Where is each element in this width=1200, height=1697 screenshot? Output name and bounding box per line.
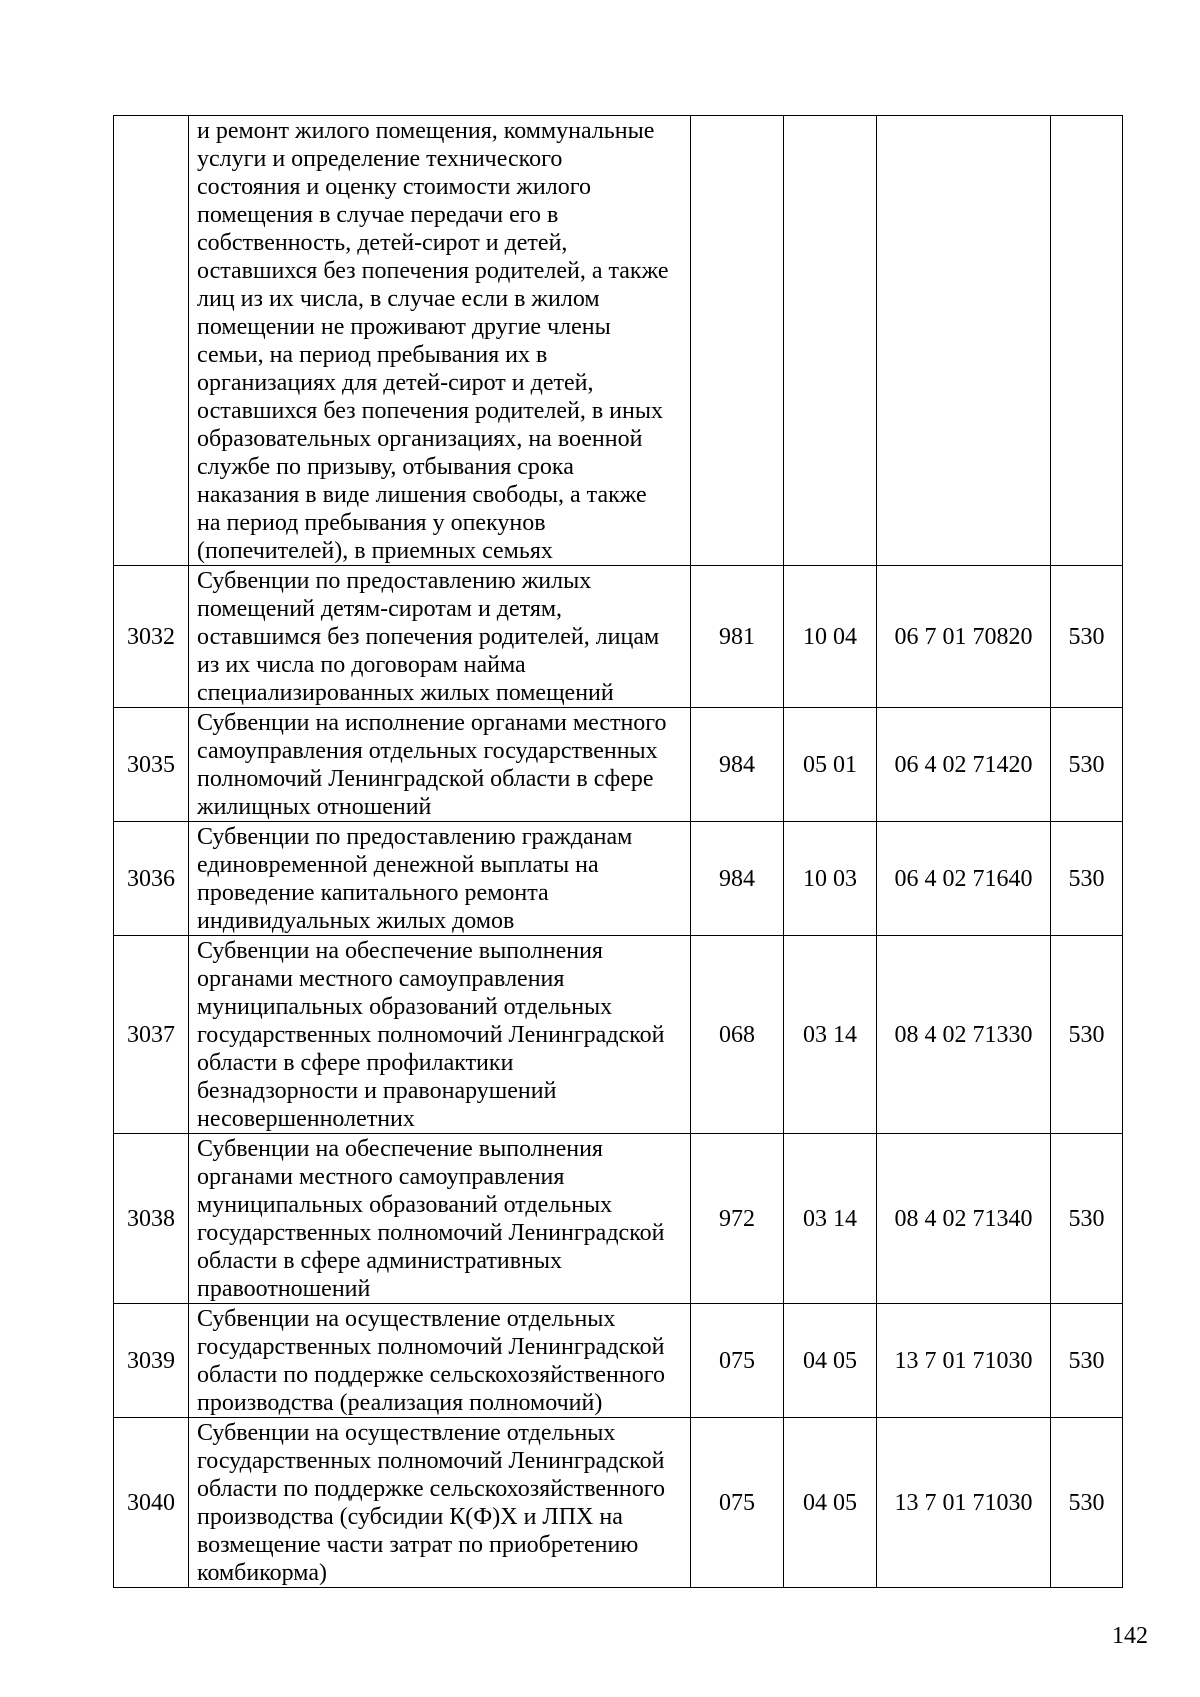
description-line: (попечителей), в приемных семьях [197,538,553,564]
table-row [114,566,1123,708]
table-row [114,1304,1123,1418]
description-line: Субвенции на осуществление отдельных [197,1420,616,1446]
page-number: 142 [1112,1623,1148,1649]
description-cell [189,708,691,822]
section-code-cell: 04 05 [784,1418,877,1588]
description-line: оставшихся без попечения родителей, а также [197,258,669,284]
grbs-code-cell: 068 [691,936,784,1134]
description-line: лиц из их числа, в случае если в жилом [197,286,600,312]
description-line: жилищных отношений [197,794,432,820]
target-code-cell: 06 7 01 70820 [877,566,1051,708]
grbs-code-cell: 075 [691,1304,784,1418]
description-line: услуги и определение технического [197,146,563,172]
description-line: Субвенции на осуществление отдельных [197,1306,616,1332]
description-line: оставшимся без попечения родителей, лицам [197,624,660,650]
description-line: единовременной денежной выплаты на [197,852,599,878]
description-line: оставшихся без попечения родителей, в иных [197,398,663,424]
target-code-cell: 06 4 02 71640 [877,822,1051,936]
description-line: несовершеннолетних [197,1106,415,1132]
description-line: производства (реализация полномочий) [197,1390,603,1416]
description-line: собственность, детей-сирот и детей, [197,230,568,256]
description-line: государственных полномочий Ленинградской [197,1334,665,1360]
target-code-cell: 08 4 02 71330 [877,936,1051,1134]
description-line: производства (субсидии К(Ф)Х и ЛПХ на [197,1504,623,1530]
row-code-cell: 3036 [114,822,189,936]
description-line: наказания в виде лишения свободы, а также [197,482,647,508]
description-line: государственных полномочий Ленинградской [197,1220,665,1246]
section-code-cell: 03 14 [784,1134,877,1304]
description-line: Субвенции на обеспечение выполнения [197,938,603,964]
description-line: Субвенции по предоставлению жилых [197,568,592,594]
target-code-cell: 13 7 01 71030 [877,1418,1051,1588]
description-line: помещении не проживают другие члены [197,314,611,340]
table-body [114,116,1123,1588]
description-line: правоотношений [197,1276,371,1302]
description-line: области по поддержке сельскохозяйственного [197,1362,665,1388]
grbs-code-cell: 984 [691,708,784,822]
description-line: государственных полномочий Ленинградской [197,1022,665,1048]
description-line: муниципальных образований отдельных [197,994,613,1020]
description-line: самоуправления отдельных государственных [197,738,658,764]
expense-type-cell: 530 [1051,566,1123,708]
target-code-cell: 08 4 02 71340 [877,1134,1051,1304]
description-line: Субвенции на обеспечение выполнения [197,1136,603,1162]
expense-type-cell: 530 [1051,1134,1123,1304]
description-line: помещения в случае передачи его в [197,202,559,228]
section-code-cell: 10 03 [784,822,877,936]
description-line: возмещение части затрат по приобретению [197,1532,639,1558]
description-line: службе по призыву, отбывания срока [197,454,574,480]
budget-table [113,115,1123,1588]
table-row [114,822,1123,936]
section-code-cell [784,116,877,566]
description-cell [189,1304,691,1418]
description-line: области в сфере административных [197,1248,563,1274]
description-line: органами местного самоуправления [197,966,565,992]
description-line: Субвенции по предоставлению гражданам [197,824,633,850]
description-line: организациях для детей-сирот и детей, [197,370,594,396]
description-line: государственных полномочий Ленинградской [197,1448,665,1474]
description-line: и ремонт жилого помещения, коммунальные [197,118,655,144]
target-code-cell [877,116,1051,566]
description-line: помещений детям-сиротам и детям, [197,596,563,622]
description-cell [189,116,691,566]
expense-type-cell [1051,116,1123,566]
row-code-cell: 3037 [114,936,189,1134]
description-line: области по поддержке сельскохозяйственного [197,1476,665,1502]
description-line: муниципальных образований отдельных [197,1192,613,1218]
description-cell [189,1418,691,1588]
description-cell [189,566,691,708]
table-row [114,1134,1123,1304]
row-code-cell: 3035 [114,708,189,822]
description-cell [189,822,691,936]
grbs-code-cell: 972 [691,1134,784,1304]
target-code-cell: 06 4 02 71420 [877,708,1051,822]
row-code-cell [114,116,189,566]
description-line: состояния и оценку стоимости жилого [197,174,591,200]
row-code-cell: 3040 [114,1418,189,1588]
table-row [114,708,1123,822]
expense-type-cell: 530 [1051,1418,1123,1588]
table-row [114,936,1123,1134]
section-code-cell: 10 04 [784,566,877,708]
section-code-cell: 03 14 [784,936,877,1134]
description-line: индивидуальных жилых домов [197,908,515,934]
description-line: безнадзорности и правонарушений [197,1078,557,1104]
grbs-code-cell: 981 [691,566,784,708]
description-line: семьи, на период пребывания их в [197,342,548,368]
section-code-cell: 04 05 [784,1304,877,1418]
row-code-cell: 3032 [114,566,189,708]
grbs-code-cell: 075 [691,1418,784,1588]
table-row [114,116,1123,566]
description-line: из их числа по договорам найма [197,652,526,678]
expense-type-cell: 530 [1051,1304,1123,1418]
target-code-cell: 13 7 01 71030 [877,1304,1051,1418]
row-code-cell: 3039 [114,1304,189,1418]
description-line: на период пребывания у опекунов [197,510,546,536]
description-line: комбикорма) [197,1560,327,1586]
expense-type-cell: 530 [1051,822,1123,936]
description-line: органами местного самоуправления [197,1164,565,1190]
description-line: образовательных организациях, на военной [197,426,643,452]
description-line: специализированных жилых помещений [197,680,614,706]
table-row [114,1418,1123,1588]
grbs-code-cell: 984 [691,822,784,936]
expense-type-cell: 530 [1051,708,1123,822]
description-line: Субвенции на исполнение органами местного [197,710,667,736]
description-cell [189,1134,691,1304]
grbs-code-cell [691,116,784,566]
description-cell [189,936,691,1134]
expense-type-cell: 530 [1051,936,1123,1134]
section-code-cell: 05 01 [784,708,877,822]
description-line: области в сфере профилактики [197,1050,514,1076]
description-line: проведение капитального ремонта [197,880,549,906]
description-line: полномочий Ленинградской области в сфере [197,766,654,792]
row-code-cell: 3038 [114,1134,189,1304]
